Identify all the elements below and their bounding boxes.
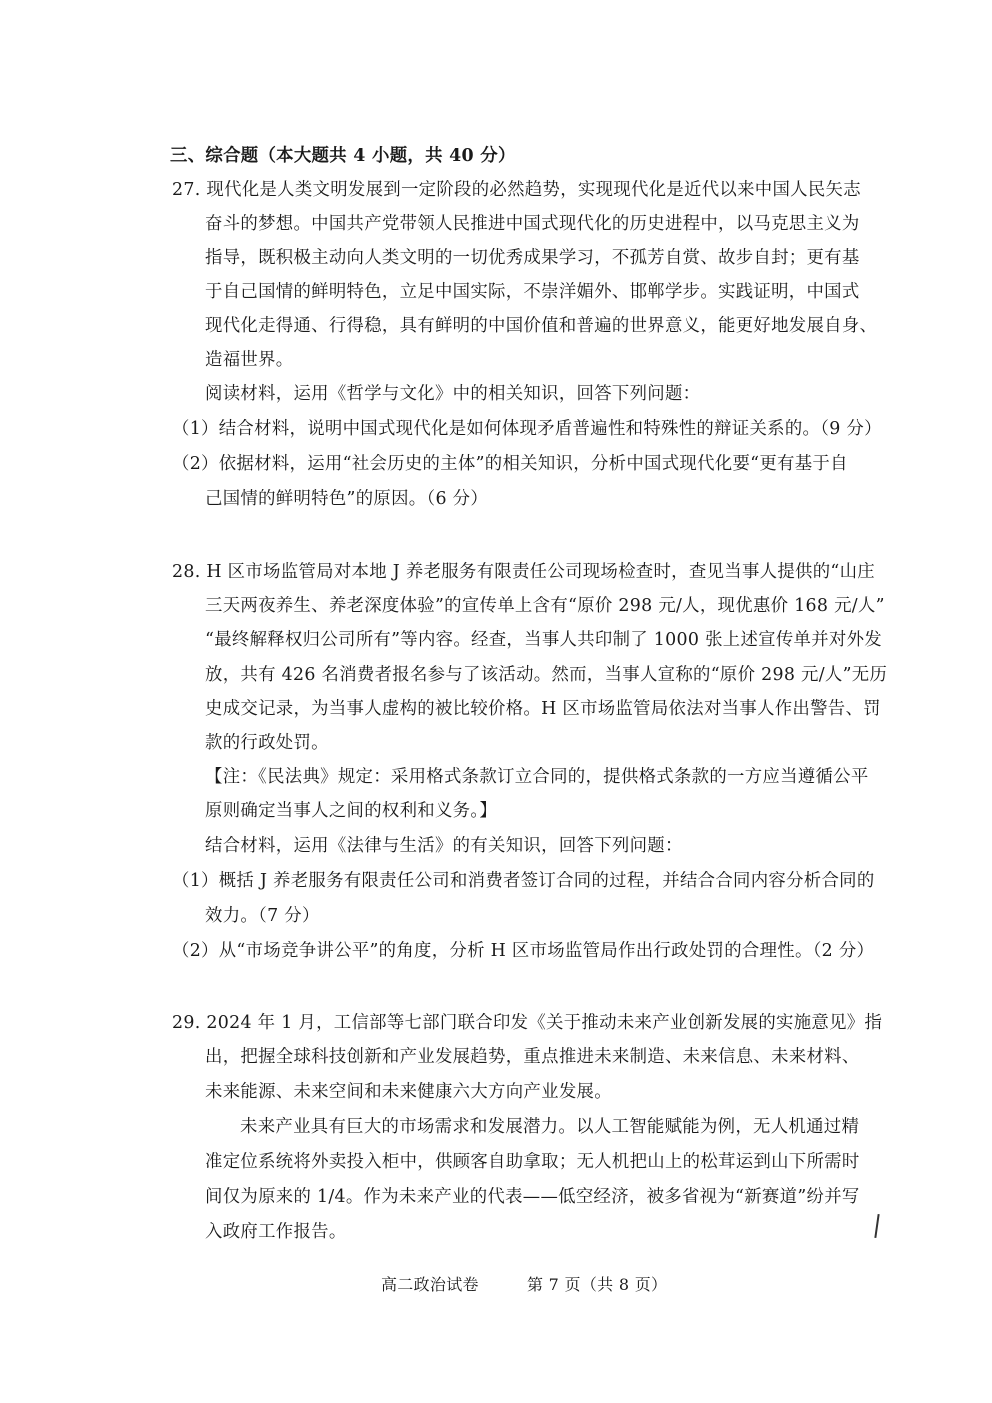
q29-line: 入政府工作报告。 bbox=[205, 1222, 347, 1242]
section-heading: 三、综合题（本大题共 4 小题，共 40 分） bbox=[170, 146, 516, 166]
q27-subquestion-2-cont: 己国情的鲜明特色”的原因。（6 分） bbox=[205, 489, 489, 509]
footer-subject: 高二政治试卷 bbox=[381, 1275, 479, 1294]
q27-line: 于自己国情的鲜明特色，立足中国实际，不崇洋媚外、邯郸学步。实践证明，中国式 bbox=[205, 282, 860, 302]
q29-line: 间仅为原来的 1/4。作为未来产业的代表——低空经济，被多省视为“新赛道”纷并写 bbox=[205, 1187, 860, 1207]
q28-subquestion-1-cont: 效力。（7 分） bbox=[205, 906, 320, 926]
q29-line: 出，把握全球科技创新和产业发展趋势，重点推进未来制造、未来信息、未来材料、 bbox=[205, 1047, 860, 1067]
q28-line: 放，共有 426 名消费者报名参与了该活动。然而，当事人宣称的“原价 298 元/人”无历 bbox=[205, 665, 888, 685]
q27-line: 奋斗的梦想。中国共产党带领人民推进中国式现代化的历史进程中，以马克思主义为 bbox=[205, 214, 860, 234]
q28-line: “最终解释权归公司所有”等内容。经查，当事人共印制了 1000 张上述宣传单并对外发 bbox=[205, 630, 882, 650]
q28-subquestion-1: （1）概括 J 养老服务有限责任公司和消费者签订合同的过程，并结合合同内容分析合同的 bbox=[172, 871, 875, 891]
q27-line: 现代化走得通、行得稳，具有鲜明的中国价值和普遍的世界意义，能更好地发展自身、 bbox=[205, 316, 878, 336]
q29-paragraph: 未来产业具有巨大的市场需求和发展潜力。以人工智能赋能为例，无人机通过精 bbox=[240, 1117, 860, 1137]
pen-mark bbox=[874, 1214, 879, 1238]
q27-line: 指导，既积极主动向人类文明的一切优秀成果学习，不孤芳自赏、故步自封；更有基 bbox=[205, 248, 860, 268]
q27-subquestion-1: （1）结合材料，说明中国式现代化是如何体现矛盾普遍性和特殊性的辩证关系的。（9 分） bbox=[172, 419, 882, 439]
q29-line: 未来能源、未来空间和未来健康六大方向产业发展。 bbox=[205, 1082, 612, 1102]
q27-line: 27. 现代化是人类文明发展到一定阶段的必然趋势，实现现代化是近代以来中国人民矢志 bbox=[172, 180, 861, 200]
q27-line: 造福世界。 bbox=[205, 350, 294, 370]
q27-subquestion-2: （2）依据材料，运用“社会历史的主体”的相关知识，分析中国式现代化要“更有基于自 bbox=[172, 454, 848, 474]
q28-note: 【注：《民法典》规定：采用格式条款订立合同的，提供格式条款的一方应当遵循公平 bbox=[205, 767, 869, 787]
q29-line: 29. 2024 年 1 月，工信部等七部门联合印发《关于推动未来产业创新发展的实施意见》指 bbox=[172, 1013, 883, 1033]
q28-line: 史成交记录，为当事人虚构的被比较价格。H 区市场监管局依法对当事人作出警告、罚 bbox=[205, 699, 881, 719]
q28-subquestion-2: （2）从“市场竞争讲公平”的角度，分析 H 区市场监管局作出行政处罚的合理性。（2 分） bbox=[172, 941, 875, 961]
footer-page-number: 第 7 页（共 8 页） bbox=[527, 1275, 668, 1294]
q28-line: 款的行政处罚。 bbox=[205, 733, 329, 753]
q28-line: 28. H 区市场监管局对本地 J 养老服务有限责任公司现场检查时，查见当事人提供的“山庄 bbox=[172, 562, 875, 582]
q28-note: 原则确定当事人之间的权利和义务。】 bbox=[205, 801, 498, 821]
q27-instruction: 阅读材料，运用《哲学与文化》中的相关知识，回答下列问题： bbox=[205, 384, 701, 404]
q28-instruction: 结合材料，运用《法律与生活》的有关知识，回答下列问题： bbox=[205, 836, 683, 856]
q28-line: 三天两夜养生、养老深度体验”的宣传单上含有“原价 298 元/人，现优惠价 168 元/人” bbox=[205, 596, 885, 616]
q29-line: 准定位系统将外卖投入柜中，供顾客自助拿取；无人机把山上的松茸运到山下所需时 bbox=[205, 1152, 860, 1172]
